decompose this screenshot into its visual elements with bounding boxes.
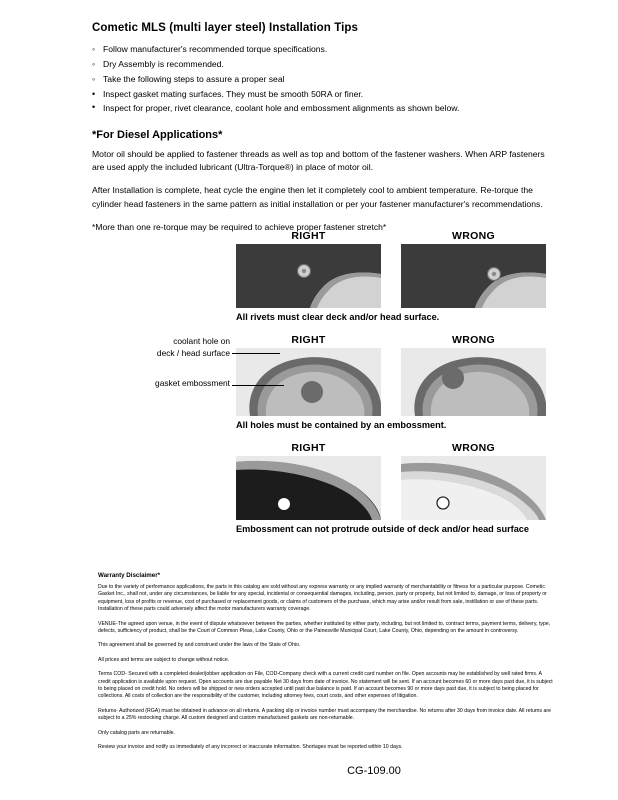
figure-image-wrong — [401, 456, 546, 520]
bullet-list — [92, 43, 552, 87]
callout-coolant-hole-line2: deck / head surface — [156, 347, 230, 358]
figure-label-wrong: WRONG — [452, 230, 495, 242]
warranty-paragraph: Terms COD- Secured with a completed dealer/jobber application on File, COD-Company check with a current credit card number on file. Open accounts may be established by well rated firms. A credit application is available upon request. Open accounts are due payable Net 30 days from date of invoice. No statement will be sent. If an account becomes 60 or more days past due, it is subject to being placed on credit hold. No orders will be shipped or new orders accepted until past due balance is paid. If an account becomes 90 or more days past due, it is subject to being placed for collections. All costs of collection are the responsibility of the customer, including attorney fees, court costs, and other expenses of litigation. — [98, 671, 553, 700]
warranty-block — [98, 572, 553, 759]
warranty-paragraph: Review your invoice and notify us immediately of any incorrect or inaccurate information. Shortages must be reported within 10 days. — [98, 744, 403, 751]
figure-label-wrong: WRONG — [452, 442, 495, 454]
page-title: Cometic MLS (multi layer steel) Installation Tips — [92, 22, 359, 34]
callout-embossment — [86, 378, 230, 390]
sub-bullet-list — [92, 88, 552, 115]
figure-protrude — [236, 442, 546, 535]
figure-embossment — [236, 334, 546, 431]
figure-image-right — [236, 348, 381, 416]
figure-image-wrong — [401, 348, 546, 416]
warranty-paragraph: Only catalog parts are returnable. — [98, 729, 175, 736]
list-item: • Inspect gasket mating surfaces. They must be smooth 50RA or finer. — [92, 88, 552, 102]
warranty-paragraph: All prices and terms are subject to change without notice. — [98, 656, 230, 663]
callout-embossment-text: gasket embossment — [155, 378, 230, 388]
figure-image-right — [236, 244, 381, 308]
figure-caption: All rivets must clear deck and/or head surface. — [236, 312, 440, 322]
warranty-paragraph: Returns- Authorized (RGA) must be obtained in advance on all returns. A packing slip or invoice number must accompany the merchandise. No returns after 30 days from invoice date. All returns are subject to a 25% restocking charge. All custom designed and custom manufactured gaskets are non-returnable. — [98, 707, 551, 722]
callout-leader-coolant — [232, 353, 280, 354]
figure-rivets — [236, 230, 546, 323]
figure-caption — [236, 523, 546, 535]
warranty-paragraph: This agreement shall be governed by and construed under the laws of the State of Ohio. — [98, 642, 301, 649]
warranty-heading: Warranty Disclaimer* — [98, 572, 161, 579]
list-item: ◦ Dry Assembly is recommended. — [92, 58, 552, 72]
list-item: ◦ Take the following steps to assure a proper seal — [92, 73, 552, 87]
warranty-paragraph: VENUE-The agreed upon venue, in the event of dispute whatsoever between the parties, whether instituted by either party, including, but not limited to, contract terms, payment terms, delivery, type, defects, sufficiency of product, shall be the Court of Common Pleas, Lake County, Ohio or the Painesville Municipal Court, Lake County, Ohio, depending on the amount in controversy. — [98, 620, 551, 635]
callout-coolant-hole-line1: coolant hole on — [173, 336, 230, 346]
figure-image-wrong — [401, 244, 546, 308]
document-number — [0, 765, 618, 777]
callout-leader-embossment — [232, 385, 284, 386]
list-item: ◦ Follow manufacturer's recommended torque specifications. — [92, 43, 552, 57]
document-number-text: CG-109.00 — [347, 765, 401, 777]
figure-image-right — [236, 456, 381, 520]
callout-coolant-hole — [110, 336, 230, 359]
figure-caption: All holes must be contained by an embossment. — [236, 420, 447, 430]
warranty-paragraph: Due to the variety of performance applications, the parts in this catalog are sold without any express warranty or any implied warranty of merchantability or fitness for a particular purpose. Cometic Gasket Inc., shall not, under any circumstances, be liable for any special, incidental or consequential damages, including, person, party or property, but not limited to, damage, or loss of property or equipment, loss of profits or revenue, cost of purchased or replacement goods, or claims of customers of the purchase, which may arise and/or result from sale, instillation or use of these parts. Installation of these parts could adversely affect the motor manufacturers warranty coverage. — [98, 584, 547, 613]
figure-caption-text: Embossment can not protrude outside of deck and/or head surface — [236, 524, 530, 534]
figure-label-wrong: WRONG — [452, 334, 495, 346]
instructions-block — [92, 22, 552, 234]
figure-label-right: RIGHT — [291, 442, 326, 454]
figure-label-right: RIGHT — [291, 230, 326, 242]
diesel-paragraph-2: After Installation is complete, heat cycle the engine then let it completely cool to ambient temperature. Re-torque the cylinder head fasteners in the same pattern as initial installation or per your fastener manufacturer's recommendations. — [92, 185, 543, 209]
diesel-paragraph-1: Motor oil should be applied to fastener threads as well as top and bottom of the fastener washers. When ARP fasteners are used apply the included lubricant (Ultra-Torque®) in place of motor oil. — [92, 149, 545, 173]
list-item: • Inspect for proper, rivet clearance, coolant hole and embossment alignments as shown below. — [92, 102, 552, 116]
diesel-paragraph-3: *More than one re-torque may be required to achieve proper fastener stretch* — [92, 221, 387, 232]
section-heading-diesel: *For Diesel Applications* — [92, 129, 223, 141]
figure-group — [236, 230, 546, 546]
figure-label-right: RIGHT — [291, 334, 326, 346]
